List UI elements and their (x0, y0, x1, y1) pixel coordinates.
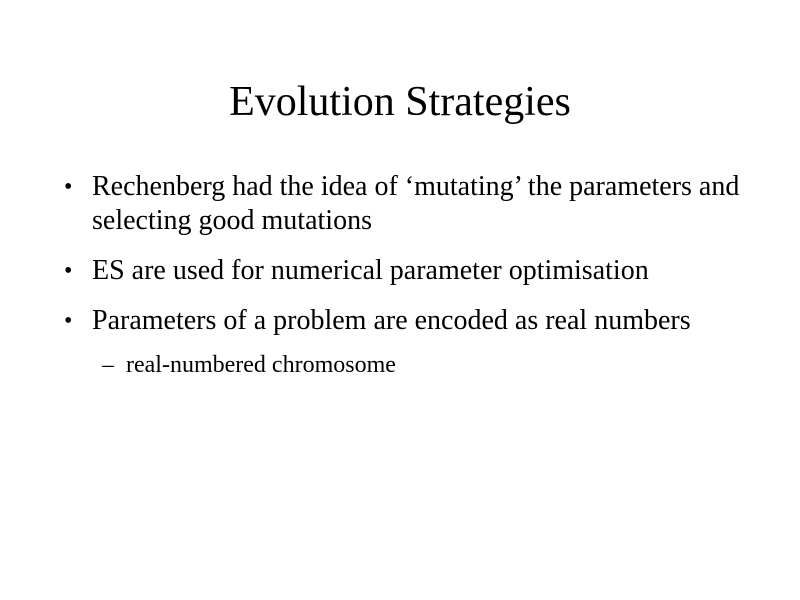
bullet-text: Rechenberg had the idea of ‘mutating’ the parameters and selecting good mutations (92, 171, 740, 236)
slide-title: Evolution Strategies (229, 79, 571, 125)
sub-bullet-text: real-numbered chromosome (126, 352, 396, 378)
sub-bullet-list (92, 350, 762, 380)
bullet-text: ES are used for numerical parameter optimisation (92, 255, 649, 286)
bullet-icon: • (64, 258, 73, 284)
bullet-text: Parameters of a problem are encoded as real numbers (92, 305, 691, 336)
bullet-icon: • (64, 308, 73, 334)
dash-icon: – (102, 352, 114, 378)
bullet-list (62, 170, 762, 396)
bullet-item (62, 304, 762, 380)
bullet-item (62, 254, 762, 288)
bullet-item (62, 170, 762, 238)
sub-bullet-item (92, 350, 762, 380)
bullet-icon: • (64, 174, 73, 200)
